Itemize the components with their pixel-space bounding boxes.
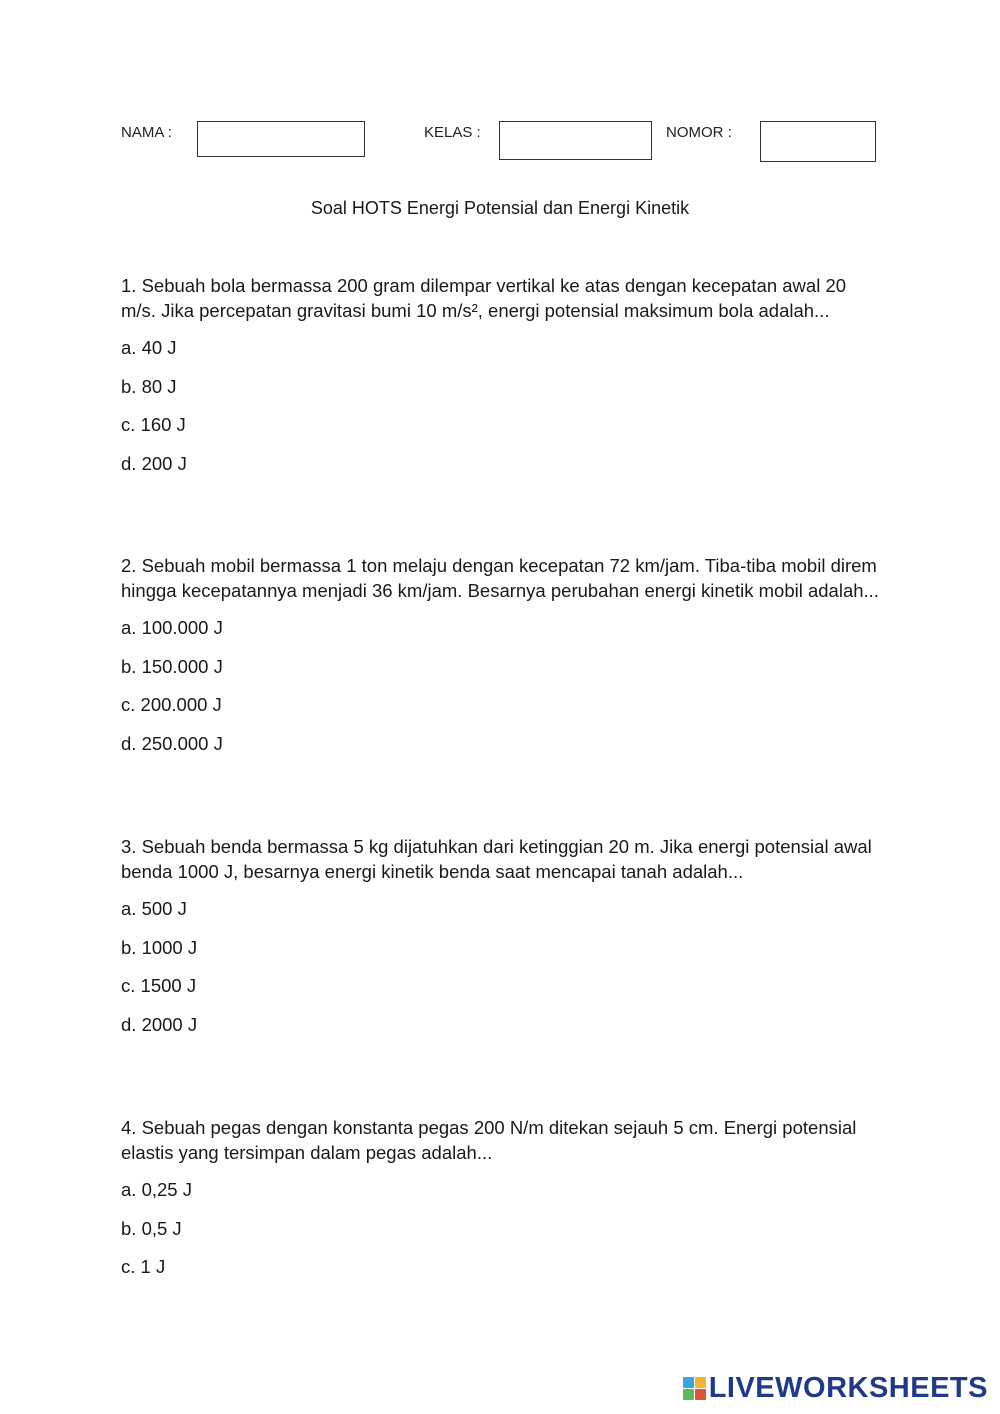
option-list — [121, 896, 881, 1050]
option-c[interactable]: c. 1500 J — [121, 975, 197, 996]
liveworksheets-logo — [683, 1372, 988, 1405]
option-c[interactable]: c. 160 J — [121, 414, 186, 435]
option-list — [121, 1177, 881, 1293]
nama-label: NAMA : — [121, 124, 172, 141]
question-1 — [121, 273, 881, 489]
question-text: 3. Sebuah benda bermassa 5 kg dijatuhkan dari ketinggian 20 m. Jika energi potensial awal benda 1000 J, besarnya energi kinetik benda saat mencapai tanah adalah... — [121, 836, 872, 882]
question-text: 2. Sebuah mobil bermassa 1 ton melaju dengan kecepatan 72 km/jam. Tiba-tiba mobil direm hingga kecepatannya menjadi 36 km/jam. Besarnya perubahan energi kinetik mobil adalah... — [121, 555, 879, 601]
question-3 — [121, 834, 881, 1050]
kelas-label: KELAS : — [424, 124, 481, 141]
option-b[interactable]: b. 80 J — [121, 375, 177, 397]
question-4 — [121, 1115, 881, 1293]
option-list — [121, 335, 881, 489]
option-b[interactable]: b. 150.000 J — [121, 655, 223, 677]
option-b[interactable]: b. 1000 J — [121, 936, 198, 958]
option-a[interactable]: a. 0,25 J — [121, 1179, 192, 1200]
nama-input[interactable] — [197, 121, 365, 157]
option-a[interactable]: a. 100.000 J — [121, 617, 223, 638]
brand-name: LIVEWORKSHEETS — [708, 1372, 988, 1404]
question-text: 4. Sebuah pegas dengan konstanta pegas 200 N/m ditekan sejauh 5 cm. Energi potensial elastis yang tersimpan dalam pegas adalah... — [121, 1117, 857, 1163]
option-d[interactable]: d. 250.000 J — [121, 732, 223, 754]
nomor-label: NOMOR : — [666, 124, 732, 141]
page-title: Soal HOTS Energi Potensial dan Energi Kinetik — [310, 198, 690, 218]
question-text: 1. Sebuah bola bermassa 200 gram dilempar vertikal ke atas dengan kecepatan awal 20 m/s. Jika percepatan gravitasi bumi 10 m/s², energi potensial maksimum bola adalah... — [121, 275, 847, 321]
option-c[interactable]: c. 1 J — [121, 1256, 166, 1277]
option-list — [121, 615, 881, 769]
nomor-input[interactable] — [760, 121, 876, 162]
option-d[interactable]: d. 2000 J — [121, 1013, 198, 1035]
kelas-input[interactable] — [499, 121, 652, 160]
option-b[interactable]: b. 0,5 J — [121, 1217, 182, 1239]
question-2 — [121, 553, 881, 769]
option-a[interactable]: a. 500 J — [121, 898, 187, 919]
option-d[interactable]: d. 200 J — [121, 452, 187, 474]
logo-mark-icon — [683, 1377, 706, 1400]
option-a[interactable]: a. 40 J — [121, 337, 177, 358]
option-c[interactable]: c. 200.000 J — [121, 694, 222, 715]
